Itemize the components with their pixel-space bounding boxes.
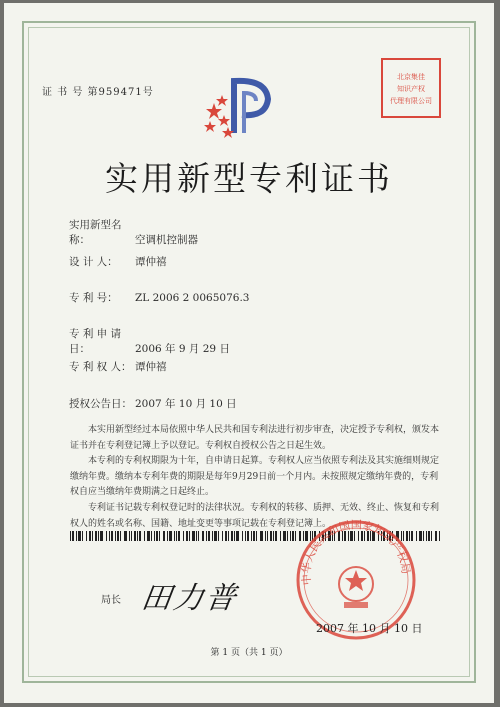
barcode-bar [92,531,93,541]
barcode-bar [95,531,97,541]
barcode-bar [186,531,188,541]
barcode-bar [111,531,113,541]
barcode-bar [214,531,217,541]
barcode-bar [124,531,127,541]
barcode-bar [89,531,91,541]
barcode-bar [428,531,430,541]
field-label: 授权公告日： [69,398,132,410]
barcode-bar [176,531,177,541]
barcode-bar [251,531,252,541]
barcode-bar [156,531,158,541]
barcode-bar [196,531,197,541]
field-label: 专 利 号： [69,292,118,304]
barcode-bar [192,531,195,541]
signature-label: 局长 [101,595,121,606]
barcode-bar [183,531,184,541]
barcode-bar [245,531,246,541]
field-label: 设 计 人： [69,256,118,268]
barcode-bar [275,531,277,541]
barcode-bar [86,531,87,541]
barcode-bar [82,531,83,541]
barcode-bar [273,531,274,541]
barcode-bar [106,531,107,541]
barcode-bar [208,531,210,541]
barcode-bar [218,531,219,541]
barcode-bar [78,531,81,541]
svg-text:中华人民共和国国家知识产权局: 中华人民共和国国家知识产权局 [299,518,413,586]
body-paragraph: 本专利的专利权期限为十年，自申请日起算。专利权人应当依照专利法及其实施细则规定缴纳年费。缴纳本专利年费的期限是每年9月29日前一个月内。未按照规定缴纳年费的，专利权自应当缴纳年费期满之日起终止。 [70,456,440,497]
barcode-bar [139,531,141,541]
barcode-bar [134,531,136,541]
field-utility-model-name [69,217,198,247]
barcode-bar [212,531,213,541]
certificate-page [4,3,494,703]
barcode-bar [222,531,223,541]
barcode-bar [228,531,229,541]
svg-text:代理有限公司: 代理有限公司 [390,97,432,105]
barcode-bar [283,531,286,541]
barcode-bar [435,531,437,541]
field-patentee [69,359,167,374]
field-application-date [69,326,230,356]
barcode-bar [256,531,257,541]
director-signature: 田力普 [139,581,240,616]
field-label: 专 利 申 请 日： [69,328,122,355]
barcode-bar [115,531,116,541]
barcode-bar [267,531,268,541]
barcode-bar [120,531,121,541]
barcode-bar [206,531,207,541]
svg-text:知识产权: 知识产权 [397,85,425,93]
barcode-bar [231,531,233,541]
field-value: 谭仲禧 [135,256,167,268]
barcode-bar [100,531,103,541]
barcode-bar [169,531,172,541]
barcode-bar [189,531,190,541]
field-value: 谭仲禧 [135,361,167,373]
certificate-title: 实用新型专利证书 [105,159,393,198]
field-grant-date [69,396,237,411]
certificate-number: 证 书 号 第959471号 [42,87,154,98]
barcode-bar [117,531,119,541]
barcode-bar [290,531,291,541]
barcode-bar [270,531,272,541]
field-value: 空调机控制器 [135,234,198,246]
barcode-bar [287,531,288,541]
barcode-bar [253,531,255,541]
agency-stamp [376,53,446,123]
body-paragraph: 本实用新型经过本局依照中华人民共和国专利法进行初步审查，决定授予专利权，颁发本证书并在专利登记簿上予以登记。专利权自授权公告之日起生效。 [70,425,440,451]
svg-text:北京集佳: 北京集佳 [397,73,425,81]
issue-date: 2007 年 10 月 10 日 [316,622,423,635]
barcode-bar [174,531,175,541]
barcode-bar [98,531,99,541]
barcode-bar [147,531,150,541]
barcode-bar [137,531,138,541]
field-label: 专 利 权 人： [69,361,132,373]
barcode-bar [242,531,243,541]
barcode-bar [109,531,110,541]
barcode-bar [154,531,155,541]
barcode-bar [178,531,180,541]
field-value: 2007 年 10 月 10 日 [135,398,237,410]
barcode-bar [439,531,440,541]
barcode-bar [234,531,235,541]
barcode-bar [247,531,249,541]
barcode-bar [144,531,145,541]
barcode-bar [419,531,422,541]
page-number: 第 1 页（共 1 页） [210,648,288,658]
barcode-bar [167,531,168,541]
field-patent-number [69,290,249,305]
barcode-bar [151,531,152,541]
barcode-bar [129,531,130,541]
field-value: 2006 年 9 月 29 日 [135,343,230,355]
field-designer [69,254,167,269]
barcode-bar [76,531,77,541]
barcode-bar [202,531,204,541]
barcode-bar [163,531,165,541]
barcode-bar [131,531,132,541]
barcode-bar [225,531,227,541]
barcode-bar [423,531,424,541]
barcode-bar [431,531,432,541]
barcode-bar [426,531,427,541]
barcode-bar [260,531,263,541]
barcode-bar [159,531,160,541]
barcode-bar [70,531,71,541]
body-paragraph: 专利证书记载专利权登记时的法律状况。专利权的转移、质押、无效、终止、恢复和专利权人的姓名或名称、国籍、地址变更等事项记载在专利登记簿上。 [70,503,440,529]
barcode-bar [236,531,239,541]
barcode-bar [198,531,199,541]
barcode-bar [280,531,281,541]
field-label: 实用新型名称： [69,219,122,246]
barcode-bar [265,531,266,541]
barcode-bar [72,531,74,541]
patent-office-logo-icon [204,71,284,141]
field-value: ZL 2006 2 0065076.3 [135,292,250,304]
